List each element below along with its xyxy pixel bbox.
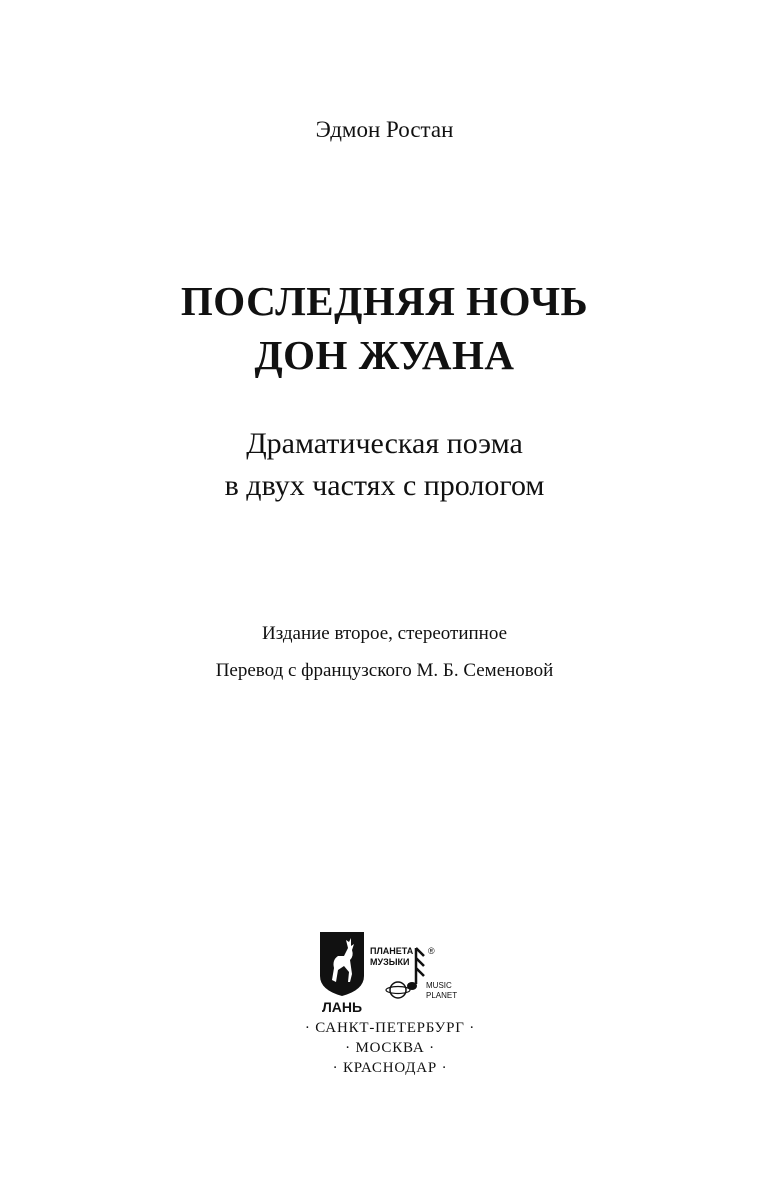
book-subtitle-line-1: Драматическая поэма [246, 427, 523, 460]
lan-deer-logo [318, 930, 366, 1016]
music-logo-line-3: MUSIC [426, 981, 452, 990]
edition-note: Издание второе, стереотипное [261, 623, 508, 644]
book-title-line-1: ПОСЛЕДНЯЯ НОЧЬ [180, 278, 589, 324]
lan-logo-text: ЛАНЬ [321, 999, 363, 1015]
city-saint-petersburg: · САНКТ-ПЕТЕРБУРГ · [304, 1020, 476, 1036]
city-moscow: · МОСКВА · [345, 1040, 435, 1056]
publisher-logo-block [300, 930, 480, 1076]
book-subtitle-line-2: в двух частях с прологом [224, 469, 545, 502]
book-title-line-2: ДОН ЖУАНА [254, 332, 515, 378]
music-logo-line-1: ПЛАНЕТА [370, 946, 414, 956]
music-logo-line-2: МУЗЫКИ [370, 957, 410, 967]
registered-mark: ® [428, 946, 435, 956]
translator-note: Перевод с французского М. Б. Семеновой [215, 660, 554, 681]
book-subtitle [0, 423, 769, 507]
music-logo-line-4: PLANET [426, 991, 458, 1000]
publisher-cities [300, 1018, 480, 1078]
author-name: Эдмон Ростан [315, 117, 454, 142]
music-planet-logo [368, 944, 458, 1004]
book-title [0, 274, 769, 382]
city-krasnodar: · КРАСНОДАР · [332, 1060, 448, 1076]
